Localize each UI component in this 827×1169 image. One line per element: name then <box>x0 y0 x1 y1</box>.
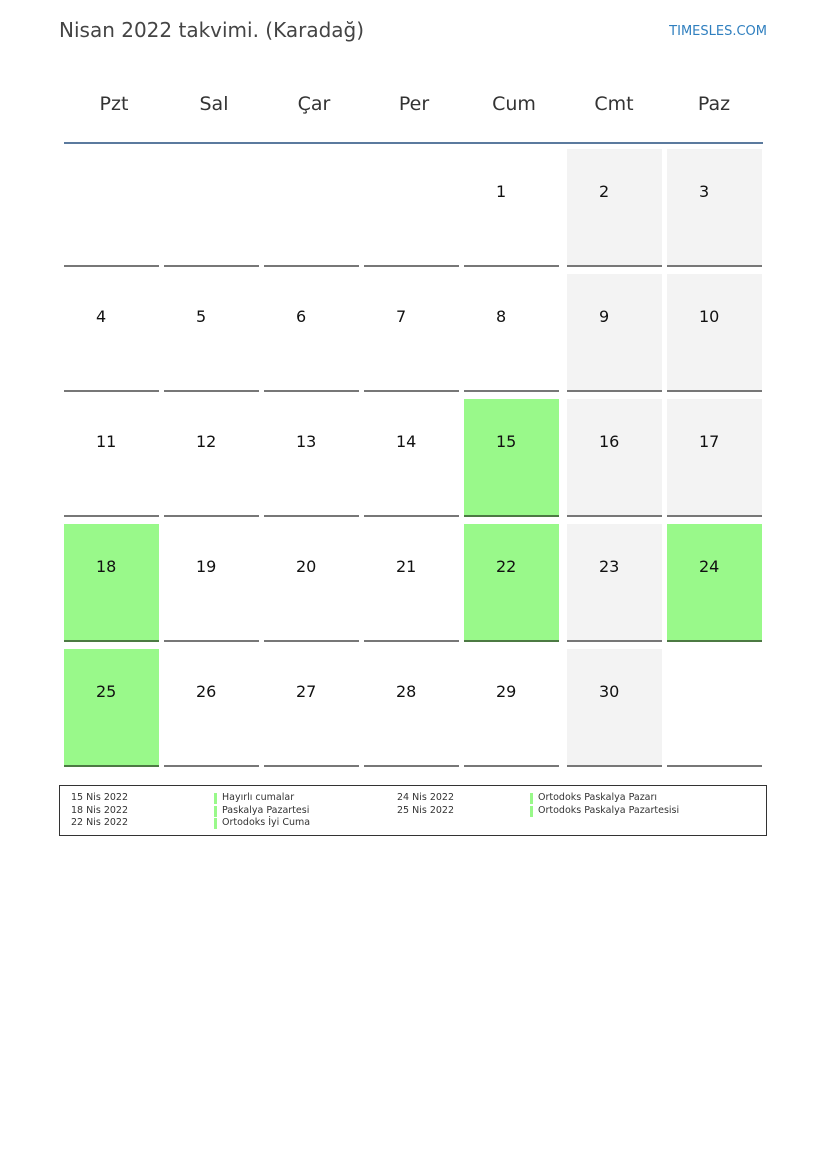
day-cell[interactable] <box>164 524 259 642</box>
day-number: 23 <box>599 557 620 576</box>
weekday-tuesday: Sal <box>199 93 229 115</box>
day-cell[interactable] <box>464 649 559 767</box>
day-cell[interactable] <box>164 274 259 392</box>
day-cell[interactable] <box>567 149 662 267</box>
legend-holiday-name: Paskalya Pazartesi <box>222 804 310 816</box>
legend-holiday <box>214 817 310 830</box>
weekday-friday: Cum <box>492 93 536 115</box>
day-cell[interactable] <box>364 274 459 392</box>
day-cell[interactable] <box>464 149 559 267</box>
day-number: 15 <box>496 432 517 451</box>
day-number: 11 <box>96 432 117 451</box>
day-cell[interactable] <box>64 274 159 392</box>
legend-holiday-name: Ortodoks İyi Cuma <box>222 817 311 828</box>
day-cell[interactable] <box>567 399 662 517</box>
holiday-color-marker <box>530 793 533 804</box>
day-cell[interactable] <box>567 524 662 642</box>
empty-day-cell <box>364 149 459 267</box>
day-cell[interactable] <box>164 399 259 517</box>
day-number: 24 <box>699 557 720 576</box>
legend-date: 24 Nis 2022 <box>397 792 454 803</box>
day-number: 6 <box>296 307 307 326</box>
empty-day-cell <box>164 149 259 267</box>
day-number: 20 <box>296 557 317 576</box>
day-cell[interactable] <box>364 649 459 767</box>
legend-holiday-name: Ortodoks Paskalya Pazarı <box>538 792 658 803</box>
weekday-sunday: Paz <box>697 93 731 115</box>
day-number: 7 <box>396 307 407 326</box>
day-cell[interactable] <box>264 274 359 392</box>
day-number: 26 <box>196 682 217 701</box>
day-cell[interactable] <box>64 524 159 642</box>
day-number: 9 <box>599 307 610 326</box>
empty-day-cell <box>264 149 359 267</box>
weekday-wednesday: Çar <box>297 93 331 115</box>
weekday-header <box>64 80 764 128</box>
weekday-saturday: Cmt <box>594 93 634 115</box>
day-cell[interactable] <box>64 399 159 517</box>
day-cell[interactable] <box>364 524 459 642</box>
weekday-monday: Pzt <box>99 93 129 115</box>
holiday-legend <box>59 785 767 836</box>
day-cell[interactable] <box>464 274 559 392</box>
legend-holiday-name: Ortodoks Paskalya Pazartesisi <box>538 804 680 816</box>
legend-holiday <box>530 792 679 805</box>
day-cell[interactable] <box>164 649 259 767</box>
day-number: 18 <box>96 557 117 576</box>
legend-date: 25 Nis 2022 <box>397 804 454 816</box>
legend-date: 15 Nis 2022 <box>71 792 128 803</box>
empty-day-cell <box>64 149 159 267</box>
day-number: 5 <box>196 307 207 326</box>
day-cell[interactable] <box>667 524 762 642</box>
day-number: 19 <box>196 557 217 576</box>
holiday-color-marker <box>530 806 533 817</box>
site-link[interactable]: TIMESLES.COM <box>669 24 767 39</box>
day-number: 29 <box>496 682 517 701</box>
day-number: 10 <box>699 307 720 326</box>
legend-holiday-name: Hayırlı cumalar <box>222 792 295 803</box>
day-number: 21 <box>396 557 417 576</box>
empty-day-cell <box>667 649 762 767</box>
holiday-color-marker <box>214 818 217 829</box>
day-number: 14 <box>396 432 417 451</box>
day-cell[interactable] <box>667 399 762 517</box>
day-number: 27 <box>296 682 317 701</box>
day-cell[interactable] <box>464 399 559 517</box>
day-number: 3 <box>699 182 710 201</box>
day-number: 4 <box>96 307 107 326</box>
day-cell[interactable] <box>567 649 662 767</box>
day-cell[interactable] <box>464 524 559 642</box>
day-cell[interactable] <box>64 649 159 767</box>
day-number: 2 <box>599 182 610 201</box>
day-number: 25 <box>96 682 117 701</box>
legend-holiday <box>214 792 310 805</box>
holiday-color-marker <box>214 806 217 817</box>
day-cell[interactable] <box>264 524 359 642</box>
day-number: 17 <box>699 432 720 451</box>
legend-date: 18 Nis 2022 <box>71 804 128 816</box>
day-number: 28 <box>396 682 417 701</box>
header-divider <box>64 142 763 144</box>
day-number: 13 <box>296 432 317 451</box>
day-number: 8 <box>496 307 507 326</box>
day-number: 16 <box>599 432 620 451</box>
day-number: 1 <box>496 182 507 201</box>
legend-date: 22 Nis 2022 <box>71 817 128 828</box>
day-cell[interactable] <box>667 274 762 392</box>
day-cell[interactable] <box>364 399 459 517</box>
legend-holiday <box>214 805 310 818</box>
day-number: 22 <box>496 557 517 576</box>
day-cell[interactable] <box>567 274 662 392</box>
day-cell[interactable] <box>667 149 762 267</box>
weekday-thursday: Per <box>398 93 430 115</box>
holiday-color-marker <box>214 793 217 804</box>
day-cell[interactable] <box>264 649 359 767</box>
page-title: Nisan 2022 takvimi. (Karadağ) <box>59 18 365 42</box>
day-number: 12 <box>196 432 217 451</box>
day-cell[interactable] <box>264 399 359 517</box>
legend-holiday <box>530 805 679 818</box>
day-number: 30 <box>599 682 620 701</box>
